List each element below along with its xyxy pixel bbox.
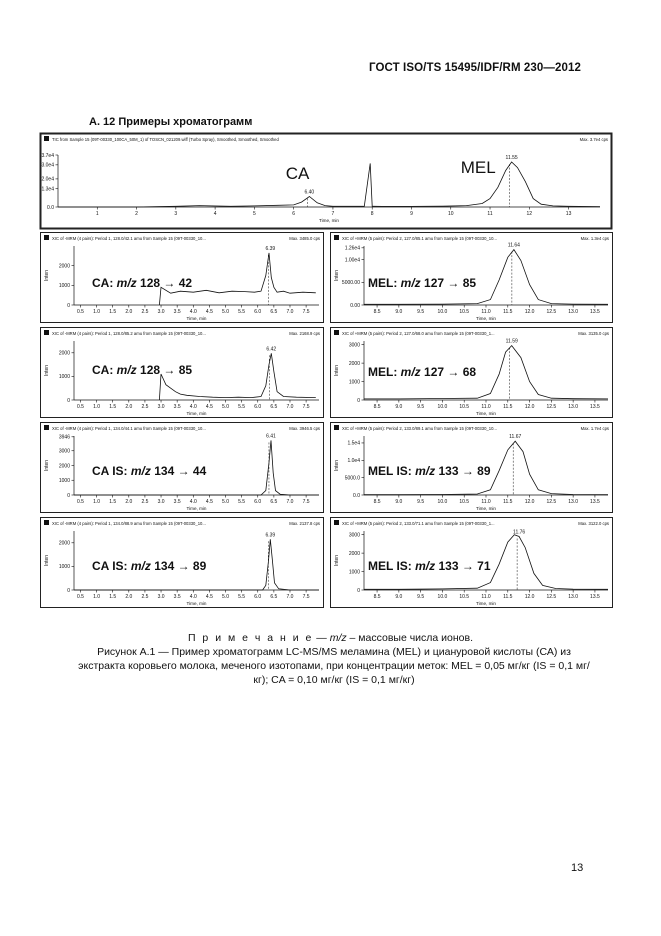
x-tick-label: 5.5 <box>238 404 246 410</box>
x-tick-label: 9.0 <box>395 309 403 315</box>
trace-label-transition: 134 → 89 <box>150 559 207 573</box>
x-tick-label: 10.5 <box>459 499 470 505</box>
panel-marker-icon <box>334 425 339 430</box>
y-axis-title: Inten <box>334 554 340 567</box>
x-tick-label: 12.5 <box>546 594 557 600</box>
x-tick-label: 11 <box>487 211 493 217</box>
y-axis-title: Inten <box>44 554 50 567</box>
chart-panel-ca134_44 <box>40 422 324 513</box>
y-tick-label: 2000 <box>58 263 70 270</box>
chart-title: XIC of -MRM (4 pairs): Period 1, 128.0/42.1 amu from Sample 15 (09T-00330_10... <box>52 236 206 241</box>
y-tick-label: 0 <box>357 587 360 594</box>
x-tick-label: 7.5 <box>302 594 310 600</box>
chart-max-intensity: Max. 3946.5 cps <box>289 426 320 431</box>
x-tick-label: 11.0 <box>481 404 491 410</box>
x-tick-label: 9.0 <box>395 404 403 410</box>
chart-panel-mel127_85 <box>330 232 613 323</box>
y-tick-label: 0 <box>67 492 70 499</box>
x-tick-label: 12.5 <box>546 309 557 315</box>
chart-max-intensity: Max. 3.7e4 cps <box>579 137 608 142</box>
trace-label-prefix: CA: <box>92 363 117 377</box>
x-tick-label: 10.0 <box>437 594 448 600</box>
x-tick-label: 1.0 <box>93 499 101 505</box>
trace-label-prefix: MEL IS: <box>368 464 416 478</box>
chart-title: XIC of +MRM (5 pairs): Period 2, 127.0/85.1 amu from Sample 15 (09T-00330_10... <box>342 236 497 241</box>
x-tick-label: 8.5 <box>373 309 381 315</box>
x-tick-label: 1.5 <box>109 594 117 600</box>
y-tick-label: 1000 <box>58 564 70 571</box>
x-tick-label: 3.0 <box>157 404 165 410</box>
chart-panel-mel133_71 <box>330 517 613 608</box>
chart-title: XIC of -MRM (4 pairs): Period 1, 134.0/44.1 amu from Sample 15 (09T-00330_10... <box>52 426 206 431</box>
note-term: m/z <box>329 632 347 644</box>
y-axis-title: Inten <box>334 364 340 377</box>
y-tick-label: 2000 <box>58 350 70 357</box>
x-tick-label: 7.0 <box>286 499 294 505</box>
y-tick-label: 0.0 <box>47 204 54 211</box>
x-tick-label: 4.0 <box>189 499 197 505</box>
y-tick-label: 1000 <box>58 283 70 290</box>
y-tick-label: 0 <box>67 587 70 594</box>
figure-caption: Рисунок А.1 — Пример хроматограмм LC-MS/MS меламина (MEL) и циануровой кислоты (СА) из экстракта коровьего молока, меченого изотопами, при концентрации меток: MEL = 0,05 мг/кг (IS = 0,1 мг/кг); CA = 0,10 мг/кг (IS = 0,1 мг/кг) <box>78 646 590 686</box>
trace-label-prefix: MEL IS: <box>368 559 416 573</box>
chart-title: XIC of -MRM (4 pairs): Period 1, 134.0/88.9 amu from Sample 15 (09T-00330_10... <box>52 521 206 526</box>
x-tick-label: 4 <box>213 211 217 217</box>
x-tick-label: 12.5 <box>546 499 557 505</box>
chart-max-intensity: Max. 3135.0 cps <box>578 331 609 336</box>
x-tick-label: 7.5 <box>302 404 310 410</box>
x-tick-label: 2.5 <box>141 499 149 505</box>
x-tick-label: 2 <box>135 211 138 217</box>
y-tick-label: 0 <box>67 397 70 404</box>
x-tick-label: 13.0 <box>568 309 579 315</box>
x-tick-label: 11.0 <box>481 594 491 600</box>
peak-label: 11.67 <box>509 434 522 441</box>
y-tick-label: 2000 <box>58 540 70 547</box>
chart-panel-ca128_42 <box>40 232 324 323</box>
x-tick-label: 0.5 <box>76 594 84 600</box>
x-tick-label: 1 <box>95 211 99 217</box>
peak-label: 11.64 <box>507 242 520 249</box>
y-tick-label: 3000 <box>348 532 360 539</box>
x-tick-label: 4.0 <box>189 594 197 600</box>
x-tick-label: 11.0 <box>481 309 491 315</box>
x-tick-label: 5.5 <box>238 594 246 600</box>
y-tick-label: 1000 <box>348 379 360 386</box>
x-tick-label: 11.5 <box>503 594 513 600</box>
x-tick-label: 8.5 <box>373 499 381 505</box>
y-tick-label: 5000.0 <box>344 475 360 482</box>
x-tick-label: 9.0 <box>395 499 403 505</box>
chart-max-intensity: Max. 1.3e4 cps <box>580 236 609 241</box>
annotation-mel: MEL <box>460 158 496 177</box>
x-tick-label: 13.5 <box>590 309 600 315</box>
x-tick-label: 12.0 <box>524 309 535 315</box>
x-tick-label: 2.0 <box>125 404 133 410</box>
x-axis-title: Time, min <box>319 218 339 223</box>
document-header: ГОСТ ISO/TS 15495/IDF/RM 230—2012 <box>369 62 581 74</box>
x-tick-label: 13 <box>565 211 572 217</box>
note-dash: — <box>313 632 330 644</box>
x-tick-label: 6.5 <box>270 594 278 600</box>
trace-label-mz: m/z <box>415 464 436 478</box>
x-tick-label: 11.0 <box>481 499 491 505</box>
x-tick-label: 13.0 <box>568 594 579 600</box>
x-tick-label: 12.0 <box>524 594 535 600</box>
trace-label-transition: 128 → 85 <box>136 363 193 377</box>
peak-label: 6.40 <box>304 189 315 196</box>
trace-label <box>92 559 206 573</box>
x-tick-label: 4.5 <box>205 309 213 315</box>
x-axis-title: Time, min <box>476 506 496 511</box>
trace-label-transition: 133 → 89 <box>435 464 491 478</box>
x-tick-label: 13.5 <box>590 404 600 410</box>
trace-label-prefix: CA IS: <box>92 464 131 478</box>
x-tick-label: 1.5 <box>109 309 117 315</box>
peak-label: 6.39 <box>265 245 276 252</box>
x-tick-label: 2.0 <box>125 309 133 315</box>
y-tick-label: 3.0e4 <box>41 162 54 169</box>
y-tick-label: 2.0e4 <box>41 176 54 183</box>
trace-label <box>368 559 491 573</box>
x-tick-label: 3.5 <box>173 309 181 315</box>
section-title: А. 12 Примеры хроматограмм <box>89 116 253 128</box>
trace-label-mz: m/z <box>130 464 151 478</box>
x-tick-label: 13.5 <box>590 594 600 600</box>
y-tick-label: 1000 <box>58 374 70 381</box>
chart-max-intensity: Max. 3485.0 cps <box>289 236 320 241</box>
x-tick-label: 10.0 <box>437 404 448 410</box>
y-axis-title: Inten <box>44 269 50 282</box>
x-tick-label: 3.0 <box>157 594 165 600</box>
x-tick-label: 6.0 <box>254 499 262 505</box>
trace-label-transition: 133 → 71 <box>435 559 491 573</box>
panel-marker-icon <box>44 520 49 525</box>
peak-label: 6.42 <box>266 346 277 353</box>
panel-marker-icon <box>44 330 49 335</box>
x-tick-label: 6.0 <box>254 594 262 600</box>
trace-label-transition: 127 → 68 <box>420 365 477 379</box>
x-tick-label: 9.5 <box>417 594 425 600</box>
x-tick-label: 1.0 <box>93 594 101 600</box>
x-tick-label: 8.5 <box>373 594 381 600</box>
x-tick-label: 5.0 <box>222 309 229 315</box>
x-tick-label: 7.5 <box>302 499 310 505</box>
x-tick-label: 3.5 <box>173 404 181 410</box>
trace-label-prefix: CA: <box>92 276 117 290</box>
x-tick-label: 3.0 <box>157 309 165 315</box>
chart-max-intensity: Max. 1.7e4 cps <box>580 426 609 431</box>
trace-label-transition: 127 → 85 <box>420 276 477 290</box>
x-tick-label: 12.5 <box>546 404 557 410</box>
chart-panel-ca134_89 <box>40 517 324 608</box>
x-tick-label: 2.5 <box>141 594 149 600</box>
x-tick-label: 9.0 <box>395 594 403 600</box>
x-tick-label: 11.5 <box>503 499 513 505</box>
y-axis-title: Inten <box>334 459 340 472</box>
chart-panel-ca128_85 <box>40 327 324 418</box>
x-tick-label: 5.0 <box>222 499 229 505</box>
panel-marker-icon <box>334 520 339 525</box>
trace-label-mz: m/z <box>116 276 137 290</box>
x-tick-label: 11.5 <box>503 309 513 315</box>
x-tick-label: 10.0 <box>437 309 448 315</box>
chart-title: TIC from Sample 15 (09T-00330_100CA_50M_1) of TOSCN_021209.wiff (Turbo Spray), Smoothed, Smoothed, Smoothed <box>52 137 279 142</box>
y-axis-title: Inten <box>334 269 340 282</box>
trace-label-mz: m/z <box>415 559 436 573</box>
x-tick-label: 2.0 <box>125 594 133 600</box>
y-tick-label: 2000 <box>58 463 70 470</box>
peak-label: 6.39 <box>265 532 276 539</box>
x-tick-label: 13.5 <box>590 499 600 505</box>
x-axis-title: Time, min <box>476 316 496 321</box>
x-tick-label: 13.0 <box>568 499 579 505</box>
x-tick-label: 9.5 <box>417 404 425 410</box>
x-tick-label: 0.5 <box>76 499 84 505</box>
x-tick-label: 0.5 <box>76 404 84 410</box>
trace-label-mz: m/z <box>400 276 421 290</box>
x-tick-label: 8 <box>370 211 374 217</box>
trace-label <box>92 363 192 377</box>
x-tick-label: 7 <box>331 211 335 217</box>
x-tick-label: 9.5 <box>417 309 425 315</box>
note <box>0 632 661 644</box>
chart-title: XIC of -MRM (4 pairs): Period 1, 128.0/85.2 amu from Sample 15 (09T-00330_10... <box>52 331 206 336</box>
y-tick-label: 3946 <box>58 434 70 441</box>
chart-svg <box>40 133 612 229</box>
y-tick-label: 1.3e4 <box>41 186 54 193</box>
chart-max-intensity: Max. 3122.0 cps <box>578 521 609 526</box>
trace-label <box>368 276 476 290</box>
x-tick-label: 10.0 <box>437 499 448 505</box>
x-tick-label: 1.5 <box>109 499 117 505</box>
trace-label-prefix: MEL: <box>368 276 401 290</box>
y-tick-label: 5000.00 <box>341 280 360 287</box>
x-tick-label: 3.5 <box>173 594 181 600</box>
panel-marker-icon <box>334 330 339 335</box>
chart-max-intensity: Max. 2168.9 cps <box>289 331 320 336</box>
trace-label-mz: m/z <box>130 559 151 573</box>
panel-marker-icon <box>44 235 49 240</box>
peak-label: 11.76 <box>513 529 526 536</box>
x-tick-label: 5.5 <box>238 499 246 505</box>
x-tick-label: 9.5 <box>417 499 425 505</box>
chart-title: XIC of +MRM (5 pairs): Period 2, 127.0/68.0 amu from Sample 15 (09T-00330_1... <box>342 331 495 336</box>
chart-panel-tic <box>40 133 612 229</box>
page-number: 13 <box>571 862 584 874</box>
x-tick-label: 6 <box>292 211 296 217</box>
trace-label-mz: m/z <box>400 365 421 379</box>
x-tick-label: 4.5 <box>205 594 213 600</box>
chart-title: XIC of +MRM (5 pairs): Period 2, 133.0/89.1 amu from Sample 15 (09T-00330_10... <box>342 426 497 431</box>
x-tick-label: 4.0 <box>189 309 197 315</box>
chart-title: XIC of +MRM (5 pairs): Period 2, 133.0/71.1 amu from Sample 15 (09T-00330_1... <box>342 521 495 526</box>
x-tick-label: 9 <box>410 211 413 217</box>
x-axis-title: Time, min <box>476 601 496 606</box>
x-tick-label: 11.5 <box>503 404 513 410</box>
x-tick-label: 3.0 <box>157 499 165 505</box>
x-tick-label: 1.5 <box>109 404 117 410</box>
y-tick-label: 3000 <box>58 448 70 455</box>
x-tick-label: 5.0 <box>222 404 229 410</box>
y-axis-title: Inten <box>44 459 50 472</box>
x-tick-label: 10 <box>447 211 454 217</box>
x-tick-label: 6.5 <box>270 309 278 315</box>
x-tick-label: 6.5 <box>270 499 278 505</box>
chart-panel-mel133_89 <box>330 422 613 513</box>
chart-max-intensity: Max. 2137.8 cps <box>289 521 320 526</box>
x-tick-label: 12.0 <box>524 499 535 505</box>
x-tick-label: 10.5 <box>459 404 470 410</box>
chart-panel-mel127_68 <box>330 327 613 418</box>
x-tick-label: 7.5 <box>302 309 310 315</box>
x-tick-label: 10.5 <box>459 594 470 600</box>
x-tick-label: 13.0 <box>568 404 579 410</box>
y-tick-label: 3.7e4 <box>41 152 54 159</box>
x-axis-title: Time, min <box>476 411 496 416</box>
x-tick-label: 6.0 <box>254 309 262 315</box>
x-tick-label: 1.0 <box>93 309 101 315</box>
x-tick-label: 2.0 <box>125 499 133 505</box>
x-axis-title: Time, min <box>186 316 207 321</box>
x-tick-label: 4.5 <box>205 499 213 505</box>
y-tick-label: 1000 <box>348 569 360 576</box>
trace-label-transition: 134 → 44 <box>150 464 207 478</box>
x-tick-label: 10.5 <box>459 309 470 315</box>
x-tick-label: 2.5 <box>141 309 149 315</box>
trace-label <box>92 464 206 478</box>
x-tick-label: 5.0 <box>222 594 229 600</box>
trace-label <box>368 365 476 379</box>
panel-marker-icon <box>334 235 339 240</box>
trace-label <box>92 276 192 290</box>
panel-marker-icon <box>44 136 49 141</box>
trace-label <box>368 464 491 478</box>
trace-label-prefix: MEL: <box>368 365 401 379</box>
x-tick-label: 5.5 <box>238 309 246 315</box>
y-tick-label: 0.0 <box>353 492 360 499</box>
peak-label: 11.55 <box>505 155 518 162</box>
trace-label-mz: m/z <box>116 363 137 377</box>
x-tick-label: 0.5 <box>76 309 84 315</box>
peak-label: 6.41 <box>266 433 276 440</box>
x-tick-label: 6.0 <box>254 404 262 410</box>
x-tick-label: 7.0 <box>286 309 294 315</box>
y-axis-title: Inten <box>44 364 50 377</box>
note-rest: – массовые числа ионов. <box>346 632 474 644</box>
y-tick-label: 1.26e4 <box>344 245 360 252</box>
x-tick-label: 7.0 <box>286 404 294 410</box>
x-axis-title: Time, min <box>186 601 207 606</box>
y-tick-label: 2000 <box>348 360 360 367</box>
x-tick-label: 12 <box>526 211 533 217</box>
x-axis-title: Time, min <box>186 411 207 416</box>
x-tick-label: 6.5 <box>270 404 278 410</box>
y-tick-label: 1.00e4 <box>344 257 360 264</box>
x-tick-label: 12.0 <box>524 404 535 410</box>
x-axis-title: Time, min <box>186 506 207 511</box>
x-tick-label: 4.0 <box>189 404 197 410</box>
y-tick-label: 0 <box>67 302 70 309</box>
y-tick-label: 1000 <box>58 478 70 485</box>
x-tick-label: 2.5 <box>141 404 149 410</box>
y-tick-label: 3000 <box>348 342 360 349</box>
x-tick-label: 8.5 <box>373 404 381 410</box>
x-tick-label: 3 <box>174 211 178 217</box>
y-tick-label: 2000 <box>348 550 360 557</box>
y-tick-label: 1.5e4 <box>347 440 360 447</box>
y-tick-label: 0.00 <box>350 302 360 309</box>
x-tick-label: 3.5 <box>173 499 181 505</box>
trace-label-transition: 128 → 42 <box>136 276 193 290</box>
annotation-ca: CA <box>285 164 310 183</box>
x-tick-label: 4.5 <box>205 404 213 410</box>
x-tick-label: 1.0 <box>93 404 101 410</box>
peak-label: 11.59 <box>505 338 518 345</box>
note-prefix: П р и м е ч а н и е <box>187 632 314 644</box>
panel-marker-icon <box>44 425 49 430</box>
y-tick-label: 1.0e4 <box>347 458 360 465</box>
trace-label-prefix: CA IS: <box>92 559 131 573</box>
y-tick-label: 0 <box>357 397 360 404</box>
x-tick-label: 7.0 <box>286 594 294 600</box>
x-tick-label: 5 <box>252 211 256 217</box>
